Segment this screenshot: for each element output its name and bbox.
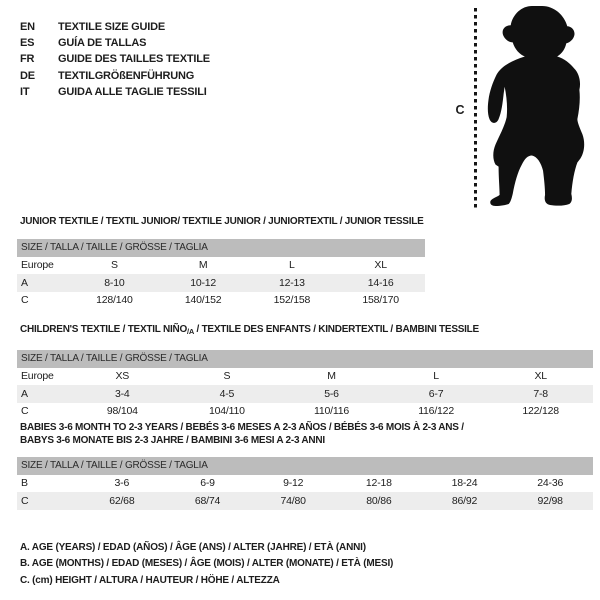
row-label: C <box>21 405 29 418</box>
language-code: ES <box>20 37 35 50</box>
table-row <box>17 292 425 310</box>
size-header-label: SIZE / TALLA / TAILLE / GRÖSSE / TAGLIA <box>21 460 208 472</box>
table-cell: 12-18 <box>365 477 392 490</box>
table-cell: 128/140 <box>96 294 133 307</box>
title-subscript: /A <box>186 327 194 336</box>
children-table-title <box>17 323 593 338</box>
table-cell: 4-5 <box>219 387 235 400</box>
table-row <box>17 385 593 403</box>
table-cell: 6-9 <box>200 477 215 490</box>
title-text: CHILDREN'S TEXTILE / TEXTIL NIÑO <box>20 324 187 335</box>
table-row <box>17 492 593 510</box>
table-cell: 9-12 <box>283 477 304 490</box>
legend-line-a: A. AGE (YEARS) / EDAD (AÑOS) / ÂGE (ANS) / ALTER (JAHRE) / ETÀ (ANNI) <box>20 542 366 553</box>
language-label: TEXTILGRÖßENFÜHRUNG <box>58 69 195 82</box>
children-textile-section <box>17 323 593 420</box>
table-cell: 24-36 <box>537 477 564 490</box>
table-cell: 3-4 <box>115 387 130 400</box>
height-measure-label: C <box>455 103 465 117</box>
table-cell: 14-16 <box>367 276 394 289</box>
table-cell: 68/74 <box>194 494 221 507</box>
table-cell: 122/128 <box>522 405 559 418</box>
junior-size-header-bar <box>17 239 425 257</box>
legend-line-b: B. AGE (MONTHS) / EDAD (MESES) / ÂGE (MOIS) / ALTER (MONATE) / ETÀ (MESI) <box>20 558 394 570</box>
table-cell: 18-24 <box>451 477 478 490</box>
size-header-label: SIZE / TALLA / TAILLE / GRÖSSE / TAGLIA <box>21 242 208 254</box>
table-cell: XS <box>115 370 130 383</box>
language-row-fr <box>20 51 210 67</box>
table-cell: XL <box>534 370 547 383</box>
language-code: EN <box>20 21 35 34</box>
language-title-list <box>20 19 210 100</box>
table-cell: 140/152 <box>184 294 222 307</box>
table-cell: 8-10 <box>104 276 125 289</box>
row-label: A <box>21 387 28 400</box>
babies-table-title-line2: BABYS 3-6 MONATE BIS 2-3 JAHRE / BAMBINI 3-6 MESI A 2-3 ANNI <box>20 435 325 446</box>
row-label: C <box>21 294 29 307</box>
table-row <box>17 403 593 421</box>
language-code: DE <box>20 69 35 82</box>
language-row-en <box>20 19 210 35</box>
table-cell: 62/68 <box>109 494 135 507</box>
measure-legend <box>20 540 393 589</box>
title-text: / TEXTILE DES ENFANTS / KINDERTEXTIL / BAMBINI TESSILE <box>193 324 479 335</box>
language-row-es <box>20 35 210 51</box>
baby-silhouette-icon <box>487 6 593 208</box>
table-cell: 104/110 <box>209 405 245 418</box>
table-row <box>17 368 593 386</box>
table-cell: 3-6 <box>114 477 130 490</box>
table-cell: 6-7 <box>428 387 444 400</box>
table-cell: 74/80 <box>280 494 306 507</box>
table-cell: S <box>110 259 118 272</box>
language-label: GUÍA DE TALLAS <box>58 37 147 50</box>
table-cell: 80/86 <box>366 494 392 507</box>
table-cell: 86/92 <box>451 494 478 507</box>
babies-table-title-line1: BABIES 3-6 MONTH TO 2-3 YEARS / BEBÉS 3-6 MESES A 2-3 AÑOS / BÉBÉS 3-6 MOIS À 2-3 ANS / <box>20 422 464 433</box>
language-label: GUIDA ALLE TAGLIE TESSILI <box>58 85 207 98</box>
row-label: C <box>21 494 29 507</box>
table-cell: 7-8 <box>533 387 548 400</box>
table-row <box>17 274 425 292</box>
table-cell: L <box>289 259 295 272</box>
table-cell: M <box>327 370 336 383</box>
table-cell: S <box>223 370 231 383</box>
table-cell: 10-12 <box>190 276 217 289</box>
table-cell: XL <box>374 259 387 272</box>
language-code: FR <box>20 53 35 66</box>
junior-textile-section <box>17 215 425 309</box>
table-cell: 110/116 <box>313 405 349 418</box>
table-cell: 116/122 <box>418 405 454 418</box>
language-code: IT <box>20 85 30 98</box>
babies-textile-section <box>17 421 593 510</box>
size-header-label: SIZE / TALLA / TAILLE / GRÖSSE / TAGLIA <box>21 353 208 365</box>
row-label: Europe <box>21 370 54 383</box>
height-measure-dotted-line <box>474 8 477 208</box>
table-cell: 98/104 <box>106 405 138 418</box>
legend-line-c: C. (cm) HEIGHT / ALTURA / HAUTEUR / HÖHE / ALTEZZA <box>20 574 280 586</box>
table-cell: 12-13 <box>278 276 305 289</box>
children-size-header-bar <box>17 350 593 368</box>
row-label: B <box>21 477 28 490</box>
table-row <box>17 257 425 275</box>
table-cell: 158/170 <box>362 294 399 307</box>
table-row <box>17 475 593 493</box>
row-label: Europe <box>21 259 54 272</box>
junior-table-title: JUNIOR TEXTILE / TEXTIL JUNIOR/ TEXTILE JUNIOR / JUNIORTEXTIL / JUNIOR TESSILE <box>20 216 424 227</box>
table-cell: M <box>198 259 208 272</box>
language-label: TEXTILE SIZE GUIDE <box>58 21 166 34</box>
table-cell: 152/158 <box>273 294 311 307</box>
language-label: GUIDE DES TAILLES TEXTILE <box>58 53 210 66</box>
row-label: A <box>21 276 28 289</box>
table-cell: L <box>433 370 439 383</box>
table-cell: 92/98 <box>537 494 563 507</box>
babies-size-header-bar <box>17 457 593 475</box>
language-row-de <box>20 68 210 84</box>
language-row-it <box>20 84 210 100</box>
table-cell: 5-6 <box>324 387 339 400</box>
